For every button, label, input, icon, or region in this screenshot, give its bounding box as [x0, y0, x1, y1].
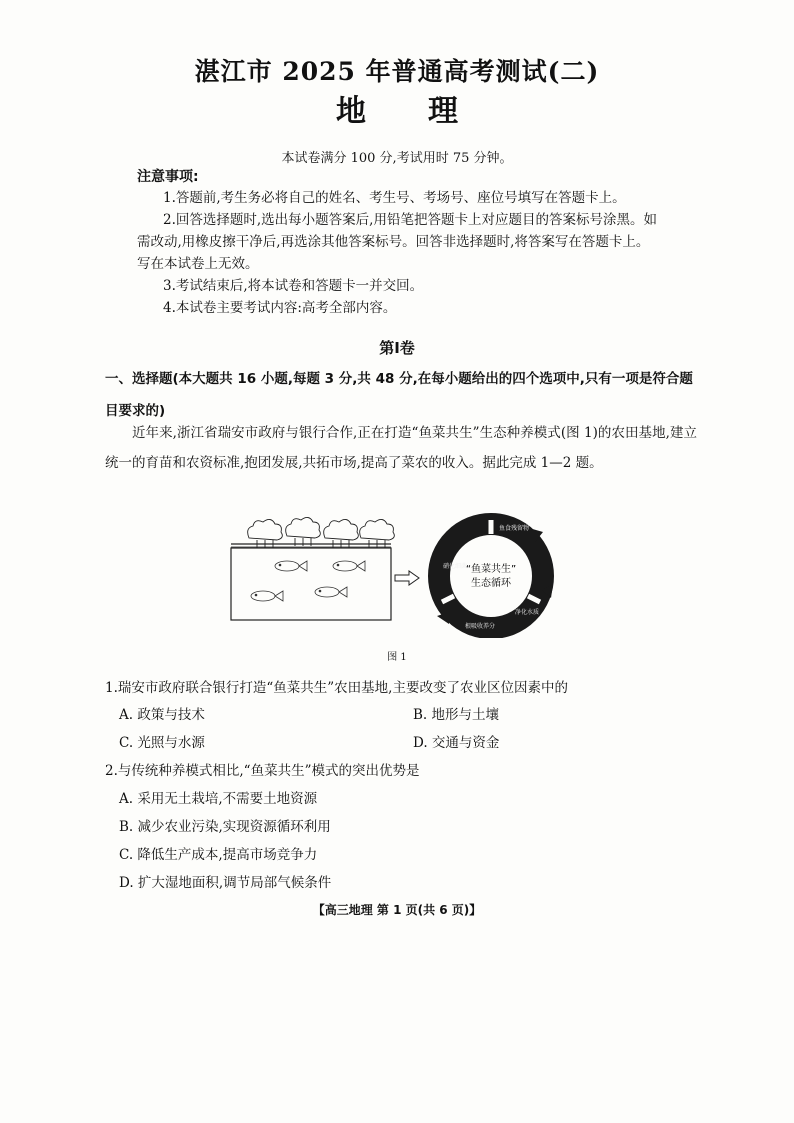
notice-item: 3.考试结束后,将本试卷和答题卡一并交回。: [163, 278, 424, 294]
q1-option-a: A. 政策与技术: [119, 707, 205, 723]
arrow-icon: [395, 571, 419, 585]
notice-title: 注意事项:: [137, 169, 199, 185]
exam-title: 湛江市 2025 年普通高考测试(二): [194, 57, 600, 86]
question-2-stem: 2.与传统种养模式相比,“鱼菜共生”模式的突出优势是: [105, 763, 420, 779]
svg-text:硝化细菌: 硝化细菌: [443, 563, 468, 570]
svg-text:根吸收养分: 根吸收养分: [465, 623, 496, 630]
exam-meta: 本试卷满分 100 分,考试用时 75 分钟。: [281, 151, 513, 166]
q2-option-b: B. 减少农业污染,实现资源循环利用: [119, 819, 331, 835]
q1-option-d: D. 交通与资金: [413, 735, 500, 751]
fish-illustration: [251, 561, 365, 601]
svg-text:净化水质: 净化水质: [515, 609, 540, 616]
subject-title: [0, 86, 794, 130]
cycle-center-line2: 生态循环: [471, 578, 511, 589]
fish-vegetable-diagram: [229, 510, 569, 638]
notice-list: [137, 187, 662, 319]
q2-option-c: C. 降低生产成本,提高市场竞争力: [119, 847, 318, 863]
subject-char-2: 理: [428, 94, 458, 129]
part-title: 一、选择题(本大题共 16 小题,每题 3 分,共 48 分,在每小题给出的四个选项中,只有一项是符合题目要求的): [105, 371, 693, 419]
intro-paragraph: 近年来,浙江省瑞安市政府与银行合作,正在打造“鱼菜共生”生态种养模式(图 1)的农田基地,建立统一的育苗和农资标准,抱团发展,共拓市场,提高了菜农的收入。据此完成 1—2 题。: [105, 425, 697, 471]
notice-item: 1.答题前,考生务必将自己的姓名、考生号、考场号、座位号填写在答题卡上。: [163, 190, 626, 206]
cycle-ring: [437, 520, 553, 630]
subject-char-1: 地: [336, 94, 366, 129]
q2-option-a: A. 采用无土栽培,不需要土地资源: [119, 791, 318, 807]
notice-item: 2.回答选择题时,选出每小题答案后,用铅笔把答题卡上对应题目的答案标号涂黑。如需改动,用橡皮擦干净后,再选涂其他答案标号。回答非选择题时,将答案写在答题卡上。写在本试卷上无效。: [137, 212, 657, 272]
svg-text:鱼食残留物: 鱼食残留物: [499, 525, 530, 532]
question-1-stem: 1.瑞安市政府联合银行打造“鱼菜共生”农田基地,主要改变了农业区位因素中的: [105, 680, 568, 696]
q1-option-b: B. 地形与土壤: [413, 707, 500, 723]
figure-caption: 图 1: [387, 652, 407, 663]
cycle-center-line1: “鱼菜共生”: [465, 564, 517, 575]
fish-tank: [231, 544, 391, 620]
q2-option-d: D. 扩大湿地面积,调节局部气候条件: [119, 875, 332, 891]
figure-1: [229, 510, 569, 638]
page-footer: 【高三地理 第 1 页(共 6 页)】: [312, 903, 482, 917]
section-heading: 第Ⅰ卷: [379, 339, 415, 357]
notice-item: 4.本试卷主要考试内容:高考全部内容。: [163, 300, 397, 316]
q1-option-c: C. 光照与水源: [119, 735, 205, 751]
